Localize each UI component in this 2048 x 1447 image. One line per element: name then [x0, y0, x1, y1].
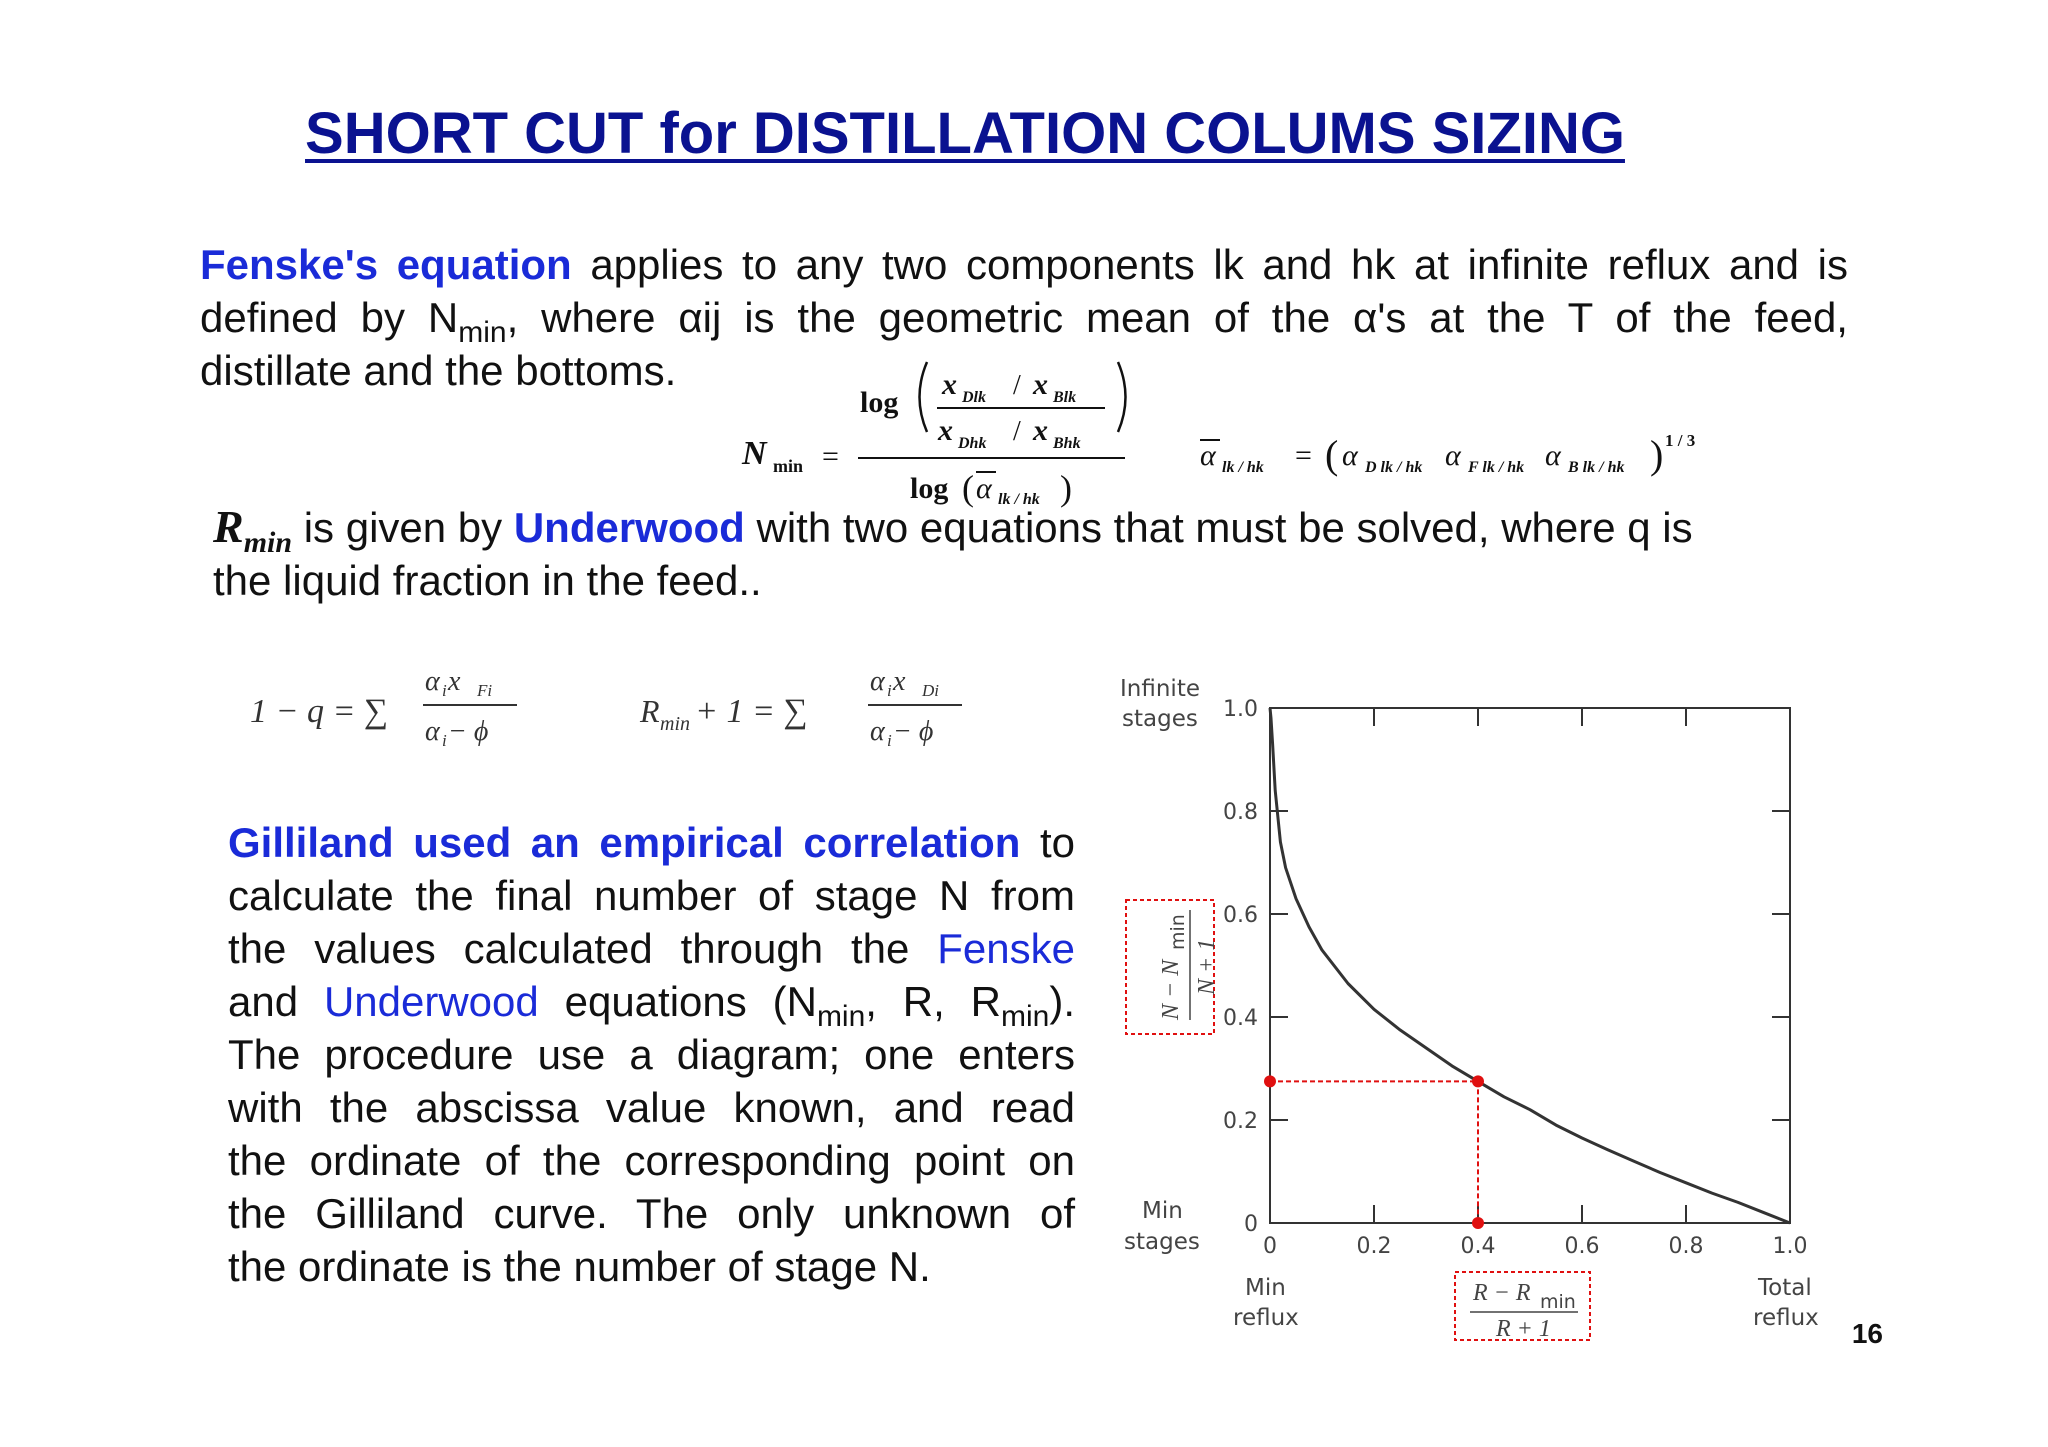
alpha-f: α	[1445, 439, 1461, 472]
gilliland-line4-d: ).	[1049, 978, 1075, 1025]
fenske-equation	[730, 352, 1730, 517]
min-stages-label-2: stages	[1124, 1229, 1200, 1255]
gilliland-line4-b: equations (N	[538, 978, 817, 1025]
fenske-term: Fenske's equation	[200, 241, 572, 288]
gilliland-line-1	[228, 816, 1075, 869]
geo-left-paren: (	[1325, 432, 1339, 477]
eq2-den-rest: − ϕ	[893, 716, 934, 747]
eq1-num-alpha-sub: i	[442, 681, 447, 700]
y-label-numerator: N − N	[1158, 959, 1184, 1020]
sub-lkhk: lk / hk	[1222, 459, 1264, 476]
eq2-num-alpha: α	[870, 666, 885, 697]
total-reflux-label-2: reflux	[1753, 1305, 1819, 1331]
fenske-link-text: Fenske	[937, 925, 1075, 972]
y-tick-label: 0	[1244, 1212, 1258, 1237]
eq1-num-x: x	[448, 666, 461, 697]
gilliland-rmin-sub: min	[1001, 1000, 1050, 1033]
x-tick-label: 1.0	[1772, 1234, 1808, 1259]
underwood-link-text: Underwood	[323, 978, 539, 1025]
min-reflux-label-2: reflux	[1233, 1305, 1299, 1331]
eq1-den-sub: i	[442, 731, 447, 750]
highlight-y-point	[1264, 1075, 1276, 1087]
total-reflux-label-1: Total	[1758, 1275, 1812, 1301]
sub-dlk: Dlk	[962, 389, 986, 406]
gilliland-paragraph	[228, 816, 1075, 1293]
underwood-line1-b: with two equations that must be solved, where q is	[744, 504, 1693, 551]
x-tick-label: 0.8	[1668, 1234, 1704, 1259]
gilliland-line-3	[228, 922, 1075, 975]
fenske-line2-text: defined by N	[200, 294, 459, 341]
fenske-line-2	[200, 291, 1848, 349]
underwood-equations	[245, 650, 1005, 760]
sub-f: F lk / hk	[1468, 459, 1525, 476]
equals-sign-2: =	[1295, 439, 1312, 472]
y-tick-label: 0.2	[1223, 1109, 1258, 1134]
geo-right-paren: )	[1650, 432, 1664, 477]
x-dlk: x	[942, 368, 957, 401]
rmin-symbol: R	[213, 501, 244, 552]
x-label-denominator: R + 1	[1496, 1316, 1551, 1342]
x-bhk: x	[1033, 414, 1048, 447]
fenske-line-3: distillate and the bottoms.	[200, 347, 677, 394]
nmin-sub: min	[773, 456, 804, 476]
x-tick-label: 0	[1263, 1234, 1277, 1259]
eq2-num-x: x	[893, 666, 906, 697]
sub-blk: Blk	[1053, 389, 1077, 406]
gilliland-line-2: calculate the final number of stage N from	[228, 872, 1075, 919]
infinite-stages-label-2: stages	[1122, 706, 1198, 732]
slash-2: /	[1013, 416, 1021, 447]
y-axis-label	[1126, 900, 1220, 1034]
nmin-symbol: N	[742, 435, 767, 472]
page-number: 16	[1851, 1318, 1883, 1349]
gilliland-line4-a: and	[228, 978, 324, 1025]
infinite-stages-label-1: Infinite	[1120, 676, 1200, 702]
x-label-numerator-sub: min	[1540, 1291, 1576, 1313]
fenske-line1-text: applies to any two components lk and hk at infinite reflux and is	[571, 241, 1848, 288]
nmin-subscript: min	[458, 316, 507, 349]
x-axis-label	[1455, 1272, 1590, 1342]
alpha-b: α	[1545, 439, 1561, 472]
underwood-line-2: the liquid fraction in the feed..	[213, 557, 762, 604]
y-label-numerator-sub: min	[1167, 914, 1189, 950]
eq2-lhs-rest: + 1 = ∑	[695, 693, 808, 730]
slash-1: /	[1013, 370, 1021, 401]
underwood-line1-a: is given by	[292, 504, 514, 551]
eq2-num-x-sub: Di	[922, 681, 939, 700]
x-tick-label: 0.2	[1356, 1234, 1392, 1259]
min-stages-label-1: Min	[1142, 1198, 1183, 1224]
min-reflux-label-1: Min	[1245, 1275, 1286, 1301]
gilliland-nmin-sub: min	[816, 1000, 866, 1033]
log-denominator: log	[910, 472, 949, 505]
alpha-bar: α	[1200, 439, 1216, 472]
sub-d: D lk / hk	[1365, 459, 1423, 476]
eq1-num-alpha: α	[425, 666, 440, 697]
sub-dhk: Dhk	[958, 435, 987, 452]
plot-frame	[1270, 708, 1790, 1223]
highlight-x-point	[1472, 1217, 1484, 1229]
page-title: SHORT CUT for DISTILLATION COLUMS SIZING	[305, 101, 1625, 166]
underwood-line-1	[213, 500, 1853, 559]
x-tick-label: 0.6	[1564, 1234, 1600, 1259]
eq2-den-sub: i	[887, 731, 892, 750]
eq1-num-x-sub: Fi	[477, 681, 493, 700]
exponent: 1 / 3	[1665, 431, 1696, 450]
eq2-r-sub: min	[660, 713, 690, 735]
log-numerator: log	[860, 386, 899, 419]
underwood-term: Underwood	[513, 504, 745, 551]
x-dhk: x	[938, 414, 953, 447]
left-paren	[920, 362, 928, 432]
sub-b: B lk / hk	[1568, 459, 1625, 476]
right-paren	[1118, 362, 1126, 432]
alpha-d: α	[1342, 439, 1358, 472]
gilliland-line-6: with the abscissa value known, and read	[228, 1084, 1075, 1131]
gilliland-chart	[1100, 660, 1880, 1360]
gilliland-line-4	[228, 975, 1075, 1033]
den-left-paren: (	[962, 468, 974, 508]
eq1-lhs: 1 − q = ∑	[250, 693, 389, 730]
sub-bhk: Bhk	[1053, 435, 1081, 452]
alpha-bar-den: α	[976, 472, 992, 505]
equals-sign: =	[822, 440, 839, 473]
eq2-num-alpha-sub: i	[887, 681, 892, 700]
gilliland-line4-c: , R, R	[865, 978, 1001, 1025]
y-tick-label: 0.6	[1223, 903, 1258, 928]
gilliland-line-5: The procedure use a diagram; one enters	[228, 1031, 1075, 1078]
y-tick-label: 0.4	[1223, 1006, 1258, 1031]
rmin-subscript: min	[243, 526, 293, 559]
eq2-r: R	[640, 693, 660, 729]
gilliland-term: Gilliland used an empirical correlation	[228, 819, 1021, 866]
underwood-paragraph	[213, 500, 1853, 607]
eq2-den-alpha: α	[870, 716, 885, 747]
fenske-line2-rest: , where αij is the geometric mean of the α's at the T of the feed,	[506, 294, 1848, 341]
gilliland-curve	[1270, 708, 1790, 1223]
x-blk: x	[1033, 368, 1048, 401]
x-label-numerator: R − R	[1473, 1280, 1531, 1306]
den-right-paren: )	[1060, 468, 1072, 508]
gilliland-line-7: the ordinate of the corresponding point on	[228, 1137, 1075, 1184]
highlight-curve-point	[1472, 1075, 1484, 1087]
gilliland-line-9: the ordinate is the number of stage N.	[228, 1243, 931, 1290]
eq1-den-alpha: α	[425, 716, 440, 747]
x-tick-label: 0.4	[1460, 1234, 1496, 1259]
y-label-denominator: N + 1	[1194, 938, 1220, 995]
y-tick-label: 0.8	[1223, 800, 1258, 825]
eq1-den-rest: − ϕ	[448, 716, 489, 747]
gilliland-line-8: the Gilliland curve. The only unknown of	[228, 1190, 1075, 1237]
sub-lkhk-den: lk / hk	[998, 491, 1040, 508]
gilliland-line1-rest: to	[1020, 819, 1075, 866]
fenske-line-1	[200, 238, 1848, 291]
gilliland-line3-text: the values calculated through the	[228, 925, 938, 972]
y-tick-label: 1.0	[1223, 697, 1258, 722]
